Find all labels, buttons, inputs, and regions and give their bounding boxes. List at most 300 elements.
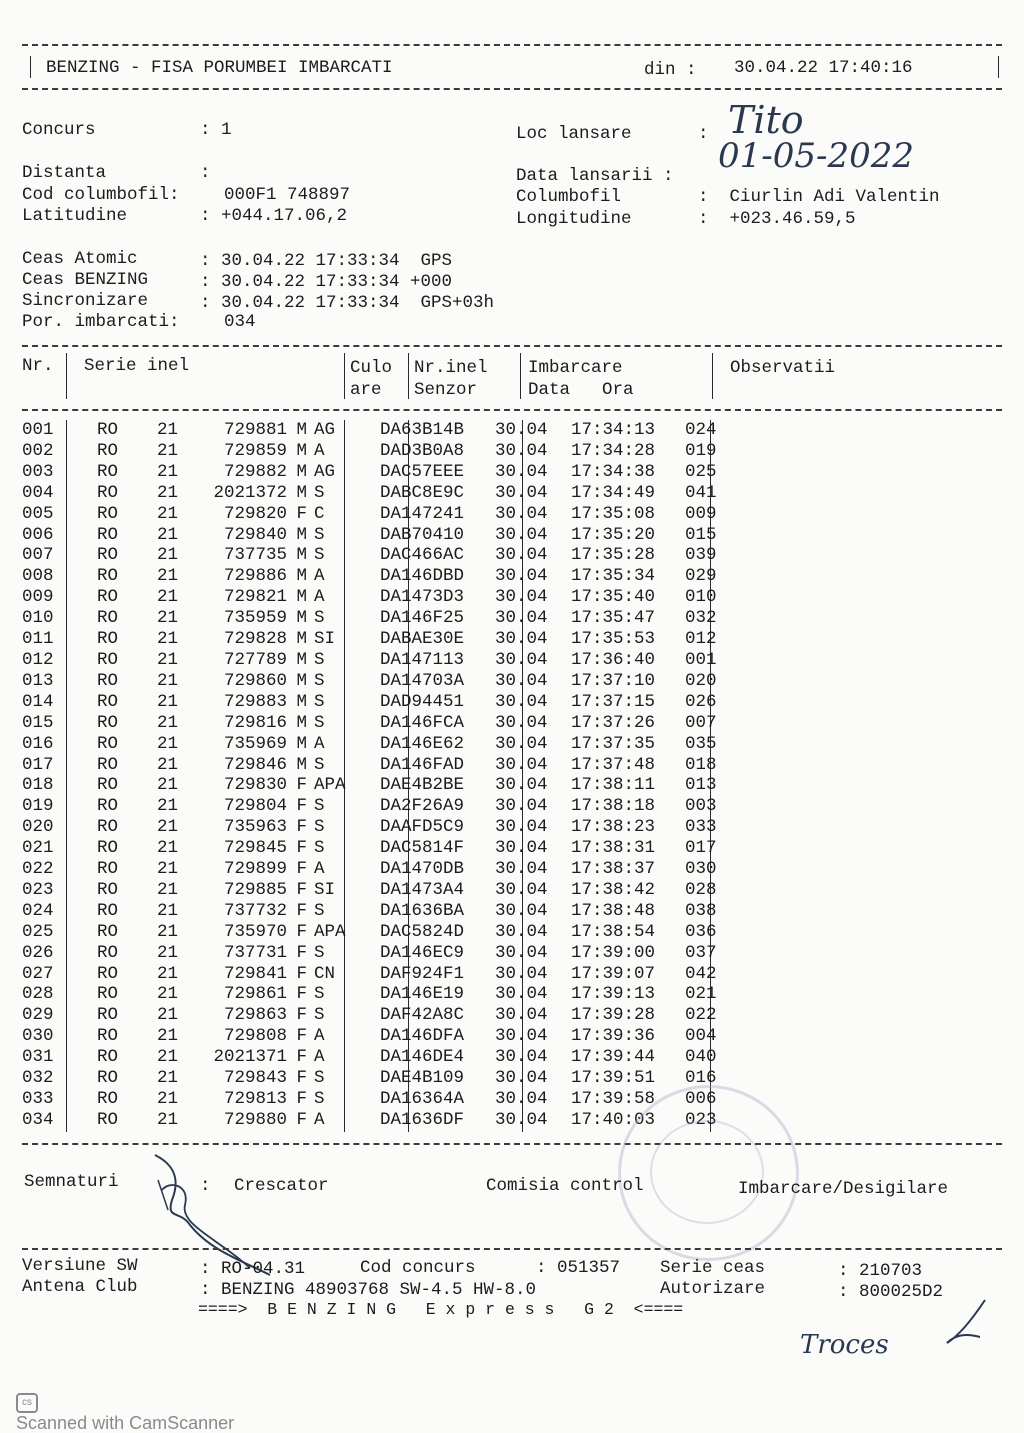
row-country: RO <box>97 608 119 629</box>
date-value: 30.04.22 17:40:16 <box>734 58 913 78</box>
row-year: 21 <box>157 733 179 754</box>
row-color: A <box>314 1109 325 1130</box>
row-sex: F <box>296 1109 307 1130</box>
row-country: RO <box>97 1109 119 1130</box>
row-country: RO <box>97 838 119 859</box>
row-date: 30.04 <box>495 1005 548 1026</box>
table-row <box>22 441 745 462</box>
row-color: SI <box>314 629 336 650</box>
top-dashed-line <box>22 44 1002 46</box>
row-nr: 003 <box>22 461 54 482</box>
date-label: din : <box>644 60 697 80</box>
row-nr: 017 <box>22 754 54 775</box>
row-country: RO <box>97 482 119 503</box>
row-year: 21 <box>157 1026 179 1047</box>
row-date: 30.04 <box>495 900 548 921</box>
row-observatii: 039 <box>685 545 717 566</box>
row-nr: 031 <box>22 1047 54 1068</box>
row-country: RO <box>97 1047 119 1068</box>
row-sensor: DA146DBD <box>380 566 465 587</box>
row-time: 17:38:18 <box>571 796 656 817</box>
table-row <box>22 984 745 1005</box>
longitudine-value: : +023.46.59,5 <box>698 209 856 229</box>
row-nr: 016 <box>22 733 54 754</box>
row-date: 30.04 <box>495 1068 548 1089</box>
row-time: 17:40:03 <box>571 1109 656 1130</box>
row-nr: 004 <box>22 482 54 503</box>
row-observatii: 004 <box>685 1026 717 1047</box>
row-date: 30.04 <box>495 859 548 880</box>
serie-ceas-value: : 210703 <box>838 1261 923 1281</box>
row-ring: 729828 <box>223 629 287 650</box>
row-country: RO <box>97 461 119 482</box>
row-date: 30.04 <box>495 691 548 712</box>
row-country: RO <box>97 921 119 942</box>
row-date: 30.04 <box>495 503 548 524</box>
row-sensor: DAD3B0A8 <box>380 440 465 461</box>
row-color: SI <box>314 879 336 900</box>
row-date: 30.04 <box>495 482 548 503</box>
table-row <box>22 817 745 838</box>
row-time: 17:37:15 <box>571 691 656 712</box>
row-country: RO <box>97 566 119 587</box>
row-observatii: 017 <box>685 838 717 859</box>
row-sensor: DA147241 <box>380 503 465 524</box>
row-observatii: 035 <box>685 733 717 754</box>
row-sensor: DABC8E9C <box>380 482 465 503</box>
row-date: 30.04 <box>495 608 548 629</box>
row-ring: 729880 <box>223 1109 287 1130</box>
row-date: 30.04 <box>495 566 548 587</box>
row-time: 17:35:40 <box>571 587 656 608</box>
row-date: 30.04 <box>495 649 548 670</box>
row-ring: 729820 <box>223 503 287 524</box>
row-country: RO <box>97 420 119 440</box>
row-time: 17:38:48 <box>571 900 656 921</box>
row-sex: F <box>296 1047 307 1068</box>
col-sep-1 <box>66 353 67 399</box>
row-year: 21 <box>157 545 179 566</box>
row-color: S <box>314 670 325 691</box>
row-date: 30.04 <box>495 1047 548 1068</box>
row-year: 21 <box>157 817 179 838</box>
col-header-nrinel-2: Senzor <box>414 380 478 400</box>
row-color: S <box>314 817 325 838</box>
row-color: A <box>314 587 325 608</box>
col-sep-3 <box>408 353 409 399</box>
table-row <box>22 943 745 964</box>
row-ring: 729845 <box>223 838 287 859</box>
row-year: 21 <box>157 712 179 733</box>
table-row <box>22 462 745 483</box>
table-row <box>22 629 745 650</box>
row-sex: F <box>296 817 307 838</box>
col-header-observatii: Observatii <box>730 358 836 378</box>
row-country: RO <box>97 733 119 754</box>
row-ring: 729843 <box>223 1068 287 1089</box>
row-nr: 001 <box>22 420 54 440</box>
row-observatii: 041 <box>685 482 717 503</box>
row-sex: M <box>296 754 307 775</box>
row-color: S <box>314 838 325 859</box>
porumbei-imbarcati-label: Por. imbarcati: <box>22 312 180 332</box>
row-sensor: DA146E62 <box>380 733 465 754</box>
row-observatii: 003 <box>685 796 717 817</box>
handwritten-signature-bottom: Troces <box>800 1330 889 1360</box>
ceas-benzing-label: Ceas BENZING <box>22 270 149 290</box>
row-sensor: DAE4B109 <box>380 1068 465 1089</box>
row-country: RO <box>97 712 119 733</box>
row-ring: 735959 <box>223 608 287 629</box>
row-sensor: DA146E19 <box>380 984 465 1005</box>
row-color: APA <box>314 921 346 942</box>
distanta-value: : <box>200 163 211 183</box>
row-ring: 729841 <box>223 963 287 984</box>
table-row <box>22 755 745 776</box>
row-color: A <box>314 733 325 754</box>
row-date: 30.04 <box>495 775 548 796</box>
row-time: 17:39:58 <box>571 1089 656 1109</box>
row-color: S <box>314 649 325 670</box>
row-sex: F <box>296 859 307 880</box>
row-color: S <box>314 942 325 963</box>
row-year: 21 <box>157 461 179 482</box>
row-date: 30.04 <box>495 524 548 545</box>
row-time: 17:38:23 <box>571 817 656 838</box>
row-sensor: DA146DFA <box>380 1026 465 1047</box>
row-date: 30.04 <box>495 545 548 566</box>
row-year: 21 <box>157 1068 179 1089</box>
columns-top-dashed-line <box>22 345 1002 347</box>
header-bottom-dashed-line <box>22 88 1002 90</box>
row-ring: 729813 <box>223 1089 287 1109</box>
row-date: 30.04 <box>495 629 548 650</box>
row-nr: 008 <box>22 566 54 587</box>
row-observatii: 022 <box>685 1005 717 1026</box>
row-sensor: DAAFD5C9 <box>380 817 465 838</box>
row-time: 17:37:48 <box>571 754 656 775</box>
row-color: S <box>314 482 325 503</box>
row-color: S <box>314 712 325 733</box>
versiune-sw-label: Versiune SW <box>22 1256 138 1276</box>
row-date: 30.04 <box>495 879 548 900</box>
row-sex: M <box>296 649 307 670</box>
row-year: 21 <box>157 587 179 608</box>
table-row <box>22 734 745 755</box>
col-header-serie-inel: Serie inel <box>84 356 190 376</box>
row-country: RO <box>97 1005 119 1026</box>
row-country: RO <box>97 670 119 691</box>
col-sep-5 <box>712 353 713 399</box>
row-date: 30.04 <box>495 461 548 482</box>
row-nr: 012 <box>22 649 54 670</box>
columns-bottom-dashed-line <box>22 409 1002 411</box>
camscanner-text: Scanned with CamScanner <box>16 1413 235 1433</box>
row-observatii: 020 <box>685 670 717 691</box>
row-nr: 022 <box>22 859 54 880</box>
row-ring: 737732 <box>223 900 287 921</box>
row-color: S <box>314 1068 325 1089</box>
row-time: 17:34:28 <box>571 440 656 461</box>
row-observatii: 015 <box>685 524 717 545</box>
row-year: 21 <box>157 482 179 503</box>
row-date: 30.04 <box>495 420 548 440</box>
row-color: S <box>314 1089 325 1109</box>
data-lansarii-handwritten: 01-05-2022 <box>718 136 915 176</box>
row-observatii: 032 <box>685 608 717 629</box>
row-observatii: 029 <box>685 566 717 587</box>
col-header-nr: Nr. <box>22 356 54 376</box>
row-nr: 023 <box>22 879 54 900</box>
row-sex: M <box>296 420 307 440</box>
row-nr: 011 <box>22 629 54 650</box>
row-ring: 729899 <box>223 859 287 880</box>
row-ring: 735963 <box>223 817 287 838</box>
row-date: 30.04 <box>495 984 548 1005</box>
row-sensor: DAF924F1 <box>380 963 465 984</box>
cod-columbofil-value: 000F1 748897 <box>224 185 351 205</box>
cod-concurs-value: : 051357 <box>536 1258 621 1278</box>
row-year: 21 <box>157 984 179 1005</box>
row-color: S <box>314 754 325 775</box>
row-time: 17:39:07 <box>571 963 656 984</box>
col-sep-4 <box>520 353 521 399</box>
col-header-data: Data <box>528 380 571 400</box>
col-sep-2 <box>344 353 345 399</box>
row-color: S <box>314 796 325 817</box>
row-observatii: 010 <box>685 587 717 608</box>
row-sensor: DAC5824D <box>380 921 465 942</box>
row-color: A <box>314 566 325 587</box>
row-sex: M <box>296 587 307 608</box>
row-nr: 015 <box>22 712 54 733</box>
document-title: BENZING - FISA PORUMBEI IMBARCATI <box>46 58 393 78</box>
row-ring: 729840 <box>223 524 287 545</box>
row-nr: 018 <box>22 775 54 796</box>
row-year: 21 <box>157 1047 179 1068</box>
row-observatii: 037 <box>685 942 717 963</box>
table-row <box>22 838 745 859</box>
columbofil-label: Columbofil <box>516 187 622 207</box>
row-color: S <box>314 1005 325 1026</box>
row-sex: M <box>296 629 307 650</box>
row-country: RO <box>97 629 119 650</box>
row-nr: 005 <box>22 503 54 524</box>
row-nr: 006 <box>22 524 54 545</box>
row-sensor: DAB70410 <box>380 524 465 545</box>
row-sex: F <box>296 963 307 984</box>
row-ring: 729821 <box>223 587 287 608</box>
col-header-culoare-2: are <box>350 380 382 400</box>
row-sex: F <box>296 1068 307 1089</box>
table-row <box>22 483 745 504</box>
row-year: 21 <box>157 566 179 587</box>
row-color: APA <box>314 775 346 796</box>
row-country: RO <box>97 984 119 1005</box>
row-time: 17:39:36 <box>571 1026 656 1047</box>
row-year: 21 <box>157 879 179 900</box>
autorizare-label: Autorizare <box>660 1279 766 1299</box>
row-color: C <box>314 503 325 524</box>
row-ring: 729816 <box>223 712 287 733</box>
row-country: RO <box>97 1026 119 1047</box>
col-header-culoare-1: Culo <box>350 358 393 378</box>
table-row <box>22 1005 745 1026</box>
row-nr: 026 <box>22 942 54 963</box>
row-date: 30.04 <box>495 712 548 733</box>
row-color: A <box>314 1047 325 1068</box>
row-sensor: DA1473A4 <box>380 879 465 900</box>
col-header-ora: Ora <box>602 380 634 400</box>
row-ring: 729846 <box>223 754 287 775</box>
table-row <box>22 566 745 587</box>
ceas-benzing-value: : 30.04.22 17:33:34 +000 <box>200 272 453 292</box>
row-year: 21 <box>157 838 179 859</box>
row-ring: 735970 <box>223 921 287 942</box>
row-country: RO <box>97 587 119 608</box>
row-observatii: 033 <box>685 817 717 838</box>
row-nr: 034 <box>22 1109 54 1130</box>
row-time: 17:39:13 <box>571 984 656 1005</box>
row-year: 21 <box>157 670 179 691</box>
row-sensor: DA14703A <box>380 670 465 691</box>
row-time: 17:35:47 <box>571 608 656 629</box>
row-date: 30.04 <box>495 817 548 838</box>
row-ring: 729863 <box>223 1005 287 1026</box>
row-time: 17:37:35 <box>571 733 656 754</box>
row-date: 30.04 <box>495 838 548 859</box>
row-nr: 002 <box>22 440 54 461</box>
row-observatii: 018 <box>685 754 717 775</box>
row-time: 17:35:53 <box>571 629 656 650</box>
distanta-label: Distanta <box>22 163 107 183</box>
row-observatii: 007 <box>685 712 717 733</box>
table-row <box>22 880 745 901</box>
columbofil-value: : Ciurlin Adi Valentin <box>698 187 940 207</box>
row-year: 21 <box>157 524 179 545</box>
row-sensor: DA146FAD <box>380 754 465 775</box>
row-ring: 729885 <box>223 879 287 900</box>
table-row <box>22 545 745 566</box>
row-ring: 729859 <box>223 440 287 461</box>
loc-lansare-sep: : <box>698 124 709 144</box>
row-nr: 007 <box>22 545 54 566</box>
row-date: 30.04 <box>495 754 548 775</box>
row-sex: F <box>296 921 307 942</box>
row-ring: 729861 <box>223 984 287 1005</box>
antena-club-value: : BENZING 48903768 SW-4.5 HW-8.0 <box>200 1280 537 1300</box>
versiune-sw-value: : RO-04.31 <box>200 1259 306 1279</box>
handwritten-mark-bottom-right <box>935 1295 995 1355</box>
autorizare-value: : 800025D2 <box>838 1282 944 1302</box>
row-time: 17:39:00 <box>571 942 656 963</box>
row-ring: 729886 <box>223 566 287 587</box>
row-time: 17:38:42 <box>571 879 656 900</box>
cod-columbofil-label: Cod columbofil: <box>22 185 180 205</box>
row-date: 30.04 <box>495 440 548 461</box>
row-nr: 014 <box>22 691 54 712</box>
latitudine-label: Latitudine <box>22 206 128 226</box>
row-nr: 030 <box>22 1026 54 1047</box>
row-time: 17:38:31 <box>571 838 656 859</box>
row-sex: M <box>296 670 307 691</box>
semnaturi-label: Semnaturi <box>24 1172 119 1192</box>
table-row <box>22 692 745 713</box>
table-row <box>22 587 745 608</box>
row-sex: F <box>296 984 307 1005</box>
row-year: 21 <box>157 942 179 963</box>
row-sensor: DA16364A <box>380 1089 465 1109</box>
row-sensor: DA2F26A9 <box>380 796 465 817</box>
row-nr: 009 <box>22 587 54 608</box>
row-observatii: 030 <box>685 859 717 880</box>
row-time: 17:35:34 <box>571 566 656 587</box>
row-color: S <box>314 984 325 1005</box>
row-year: 21 <box>157 963 179 984</box>
row-year: 21 <box>157 440 179 461</box>
row-sex: M <box>296 482 307 503</box>
row-color: S <box>314 545 325 566</box>
row-sensor: DA146DE4 <box>380 1047 465 1068</box>
row-observatii: 013 <box>685 775 717 796</box>
comisia-control-label: Comisia control <box>486 1176 644 1196</box>
row-nr: 033 <box>22 1089 54 1109</box>
table-row <box>22 901 745 922</box>
row-time: 17:36:40 <box>571 649 656 670</box>
row-observatii: 024 <box>685 420 717 440</box>
table-row <box>22 1026 745 1047</box>
table-row <box>22 650 745 671</box>
row-date: 30.04 <box>495 587 548 608</box>
row-nr: 021 <box>22 838 54 859</box>
row-year: 21 <box>157 796 179 817</box>
concurs-value: : 1 <box>200 120 232 140</box>
table-row <box>22 525 745 546</box>
pigeon-table-body <box>22 420 745 1131</box>
row-time: 17:39:51 <box>571 1068 656 1089</box>
row-sex: M <box>296 566 307 587</box>
table-row <box>22 1089 745 1110</box>
row-time: 17:34:38 <box>571 461 656 482</box>
row-year: 21 <box>157 921 179 942</box>
row-sensor: DA1636DF <box>380 1109 465 1130</box>
row-country: RO <box>97 942 119 963</box>
row-year: 21 <box>157 775 179 796</box>
row-country: RO <box>97 817 119 838</box>
table-row <box>22 1047 745 1068</box>
row-color: CN <box>314 963 336 984</box>
pigeon-table <box>22 420 745 1131</box>
row-time: 17:35:20 <box>571 524 656 545</box>
row-country: RO <box>97 545 119 566</box>
signatures-bottom-dashed-line <box>22 1248 1002 1250</box>
row-observatii: 019 <box>685 440 717 461</box>
row-ring: 729830 <box>223 775 287 796</box>
row-sex: F <box>296 879 307 900</box>
official-stamp-inner <box>650 1120 764 1224</box>
row-ring: 735969 <box>223 733 287 754</box>
row-country: RO <box>97 503 119 524</box>
row-ring: 729860 <box>223 670 287 691</box>
ceas-atomic-label: Ceas Atomic <box>22 249 138 269</box>
table-row <box>22 796 745 817</box>
row-ring: 729808 <box>223 1026 287 1047</box>
row-observatii: 016 <box>685 1068 717 1089</box>
row-sex: M <box>296 440 307 461</box>
row-year: 21 <box>157 1109 179 1130</box>
row-year: 21 <box>157 503 179 524</box>
row-nr: 010 <box>22 608 54 629</box>
